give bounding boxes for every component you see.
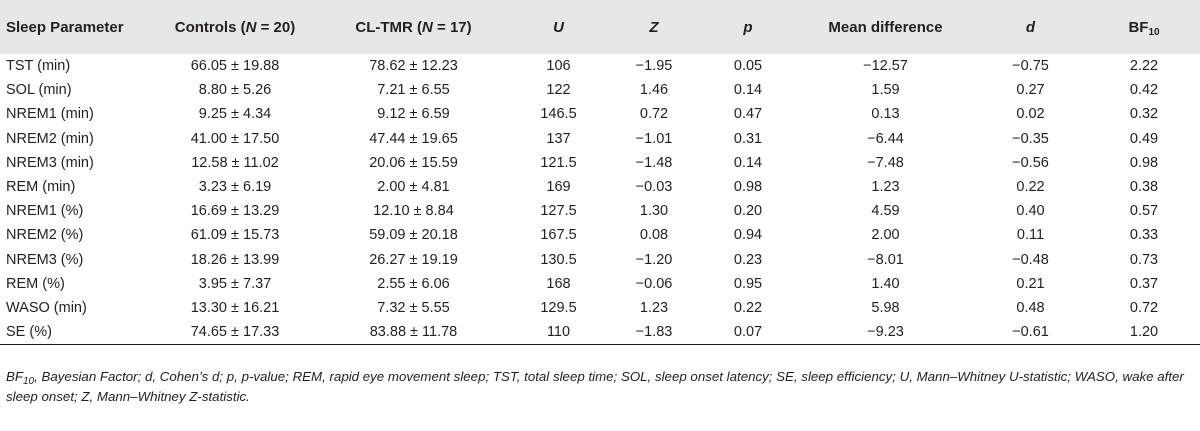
header-cltmr-n: N: [422, 18, 433, 36]
cell-mean-difference: 5.98: [871, 299, 900, 316]
cell-p: 0.95: [733, 275, 763, 292]
footnote-text: , Bayesian Factor; d, Cohen’s d; p, p-value; REM, rapid eye movement sleep; TST, total sleep time; SOL, sleep onset latency; SE, sleep efficiency; U, Mann–Whitney U-statistic; WASO, wake after sleep onset; Z, Mann–Whitney Z-statistic.: [6, 369, 1184, 404]
cell-mean-difference: −7.48: [867, 154, 904, 171]
cell-param: NREM1 (%): [6, 203, 84, 220]
table-row: [0, 199, 1200, 223]
cell-u: 106: [546, 58, 571, 75]
cell-p: 0.20: [733, 203, 763, 220]
footnote-bf-sub: 10: [23, 376, 35, 387]
cell-z: −1.95: [635, 58, 673, 75]
cell-d: 0.21: [1016, 275, 1045, 292]
header-controls: [150, 0, 320, 54]
header-p: p: [743, 18, 753, 36]
cell-bf10: 0.38: [1129, 179, 1159, 196]
cell-u: 122: [546, 82, 571, 99]
cell-cltmr: 9.12 ± 6.59: [377, 106, 450, 123]
cell-bf10: 0.42: [1129, 82, 1159, 99]
cell-mean-difference: −12.57: [863, 58, 908, 75]
cell-mean-difference: 4.59: [871, 203, 900, 220]
table-row: [0, 78, 1200, 102]
table-row: [0, 127, 1200, 151]
cell-bf10: 2.22: [1129, 58, 1159, 75]
cell-p: 0.94: [733, 227, 763, 244]
cell-param: REM (min): [6, 179, 76, 196]
cell-p: 0.14: [733, 82, 763, 99]
cell-d: 0.02: [1016, 106, 1045, 123]
cell-d: −0.61: [973, 320, 1088, 344]
cell-mean-difference: −9.23: [798, 320, 973, 344]
cell-param: SOL (min): [6, 82, 72, 99]
table-row: [0, 296, 1200, 320]
cell-param: NREM3 (%): [6, 251, 84, 268]
cell-param: NREM1 (min): [6, 106, 94, 123]
cell-controls: 12.58 ± 11.02: [191, 154, 279, 171]
cell-p: 0.31: [733, 130, 763, 147]
cell-d: −0.56: [1012, 154, 1049, 171]
cell-u: 137: [546, 130, 571, 147]
cell-cltmr: 2.00 ± 4.81: [377, 179, 450, 196]
cell-cltmr: 83.88 ± 11.78: [320, 320, 507, 344]
cell-z: 1.30: [639, 203, 669, 220]
header-mean-difference: Mean difference: [828, 18, 943, 36]
cell-mean-difference: 1.23: [871, 179, 900, 196]
cell-z: −1.83: [610, 320, 698, 344]
cell-cltmr: 7.21 ± 6.55: [377, 82, 450, 99]
header-cltmr-pre: CL-TMR (: [355, 18, 423, 36]
header-controls-n: N: [245, 18, 257, 36]
header-row: [0, 0, 1200, 54]
cell-u: 169: [546, 179, 571, 196]
cell-mean-difference: −8.01: [867, 251, 904, 268]
cell-d: 0.48: [1016, 299, 1045, 316]
cell-d: 0.27: [1016, 82, 1045, 99]
header-z: Z: [649, 18, 659, 36]
cell-u: 146.5: [540, 106, 577, 123]
cell-mean-difference: 1.40: [871, 275, 900, 292]
cell-bf10: 0.73: [1129, 251, 1159, 268]
table-row: [0, 102, 1200, 126]
cell-controls: 41.00 ± 17.50: [190, 130, 280, 147]
cell-controls: 13.30 ± 16.21: [190, 299, 280, 316]
cell-mean-difference: 1.59: [871, 82, 900, 99]
cell-cltmr: 20.06 ± 15.59: [369, 154, 458, 171]
cell-bf10: 0.49: [1129, 130, 1159, 147]
cell-cltmr: 7.32 ± 5.55: [377, 299, 450, 316]
cell-controls: 16.69 ± 13.29: [190, 203, 280, 220]
header-sleep-parameter: Sleep Parameter: [6, 18, 124, 36]
cell-param: NREM2 (%): [6, 227, 84, 244]
cell-z: 1.46: [639, 82, 669, 99]
cell-cltmr: 59.09 ± 20.18: [369, 227, 458, 244]
cell-z: −1.20: [635, 251, 673, 268]
table-body: [0, 54, 1200, 344]
header-d: d: [1025, 18, 1036, 36]
cell-param: NREM2 (min): [6, 130, 94, 147]
table-row: [0, 151, 1200, 175]
cell-u: 168: [546, 275, 571, 292]
cell-bf10: 0.72: [1129, 299, 1159, 316]
cell-z: −1.48: [635, 154, 673, 171]
cell-d: −0.75: [1012, 58, 1049, 75]
cell-p: 0.23: [733, 251, 763, 268]
cell-controls: 3.95 ± 7.37: [198, 275, 272, 292]
cell-bf10: 0.57: [1129, 203, 1159, 220]
header-bf10: [1088, 0, 1200, 54]
cell-z: 0.08: [639, 227, 669, 244]
table-footnote: [6, 367, 1191, 406]
cell-controls: 18.26 ± 13.99: [190, 251, 280, 268]
cell-z: −1.01: [635, 130, 673, 147]
table-row: [0, 223, 1200, 247]
cell-u: 110: [507, 320, 610, 344]
header-bf-sub: 10: [1148, 26, 1160, 38]
header-controls-post: = 20): [256, 18, 296, 36]
cell-cltmr: 26.27 ± 19.19: [369, 251, 458, 268]
cell-d: 0.40: [1016, 203, 1045, 220]
header-controls-pre: Controls (: [174, 18, 246, 36]
footnote-bf: BF: [6, 369, 23, 384]
cell-u: 121.5: [540, 154, 577, 171]
cell-u: 167.5: [540, 227, 577, 244]
cell-z: 0.72: [639, 106, 669, 123]
cell-u: 130.5: [540, 251, 577, 268]
cell-controls: 66.05 ± 19.88: [190, 58, 280, 75]
cell-bf10: 1.20: [1088, 320, 1200, 344]
cell-controls: 8.80 ± 5.26: [198, 82, 272, 99]
header-cltmr-post: = 17): [432, 18, 472, 36]
cell-cltmr: 2.55 ± 6.06: [377, 275, 450, 292]
cell-p: 0.14: [733, 154, 763, 171]
cell-cltmr: 47.44 ± 19.65: [369, 130, 458, 147]
cell-d: 0.22: [1016, 179, 1045, 196]
cell-u: 129.5: [540, 299, 577, 316]
cell-z: −0.03: [635, 179, 673, 196]
cell-p: 0.47: [733, 106, 763, 123]
cell-p: 0.07: [698, 320, 798, 344]
cell-z: 1.23: [639, 299, 669, 316]
cell-u: 127.5: [540, 203, 577, 220]
cell-bf10: 0.33: [1129, 227, 1159, 244]
cell-d: −0.35: [1012, 130, 1049, 147]
cell-controls: 9.25 ± 4.34: [198, 106, 272, 123]
table-row: [0, 175, 1200, 199]
header-u: U: [553, 18, 564, 36]
cell-param: WASO (min): [6, 299, 87, 316]
table-row: [0, 320, 1200, 344]
table-row: [0, 54, 1200, 78]
cell-mean-difference: −6.44: [867, 130, 904, 147]
cell-p: 0.98: [733, 179, 763, 196]
cell-p: 0.22: [733, 299, 763, 316]
cell-z: −0.06: [635, 275, 673, 292]
cell-d: 0.11: [1016, 227, 1045, 244]
cell-p: 0.05: [733, 58, 763, 75]
cell-param: TST (min): [6, 58, 71, 75]
cell-cltmr: 78.62 ± 12.23: [369, 58, 458, 75]
cell-controls: 61.09 ± 15.73: [190, 227, 280, 244]
cell-bf10: 0.32: [1129, 106, 1159, 123]
cell-param: REM (%): [6, 275, 65, 292]
header-bf-label: BF: [1128, 18, 1149, 36]
cell-d: −0.48: [1012, 251, 1049, 268]
cell-controls: 3.23 ± 6.19: [198, 179, 272, 196]
cell-bf10: 0.98: [1129, 154, 1159, 171]
cell-param: NREM3 (min): [6, 154, 94, 171]
header-cltmr: [320, 0, 507, 54]
cell-controls: 74.65 ± 17.33: [150, 320, 320, 344]
table-row: [0, 272, 1200, 296]
table-row: [0, 248, 1200, 272]
cell-mean-difference: 0.13: [871, 106, 900, 123]
cell-mean-difference: 2.00: [871, 227, 900, 244]
cell-param: SE (%): [0, 320, 150, 344]
cell-bf10: 0.37: [1129, 275, 1159, 292]
cell-cltmr: 12.10 ± 8.84: [373, 203, 454, 220]
